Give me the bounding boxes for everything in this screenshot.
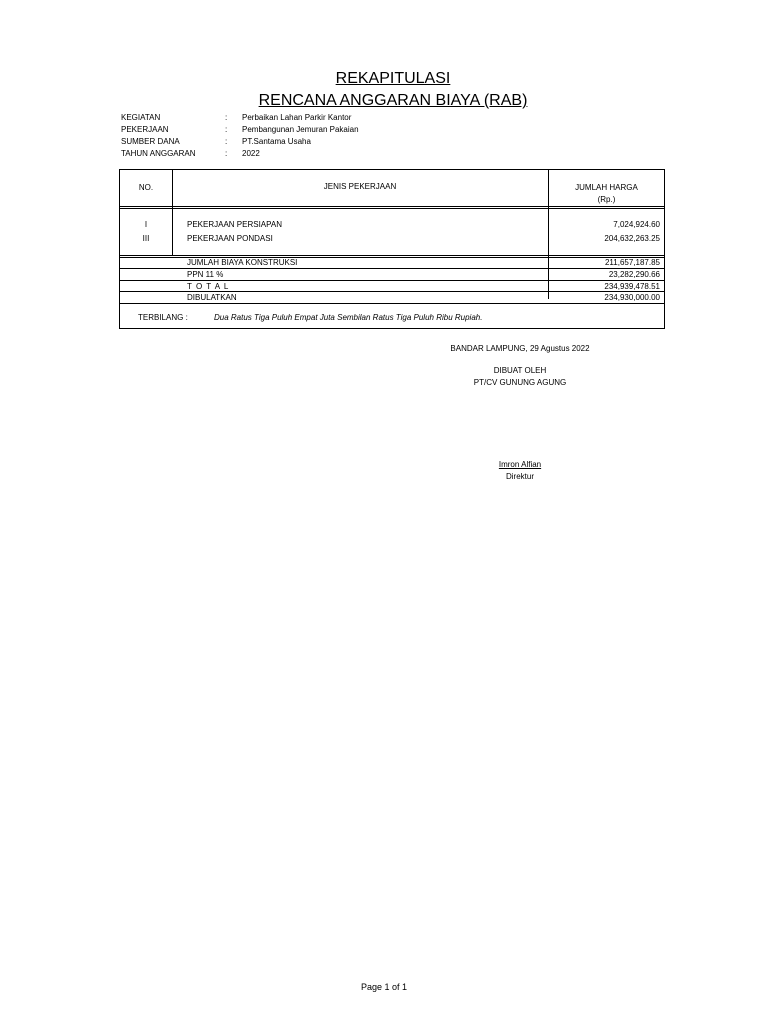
row-divider xyxy=(120,303,664,304)
total-label: DIBULATKAN xyxy=(187,293,237,302)
row-harga: 204,632,263.25 xyxy=(604,234,660,243)
info-colon: : xyxy=(225,113,228,122)
total-value: 211,657,187.85 xyxy=(604,258,660,267)
place-date: BANDAR LAMPUNG, 29 Agustus 2022 xyxy=(450,344,590,353)
header-unit: (Rp.) xyxy=(597,195,616,204)
row-jenis: PEKERJAAN PERSIAPAN xyxy=(187,220,282,229)
total-value: 23,282,290.66 xyxy=(608,270,660,279)
document-title: REKAPITULASI xyxy=(335,70,451,87)
made-by-label: DIBUAT OLEH xyxy=(493,366,547,375)
info-label: TAHUN ANGGARAN xyxy=(121,149,196,158)
terbilang-value: Dua Ratus Tiga Puluh Empat Juta Sembilan Ratus Tiga Puluh Ribu Rupiah. xyxy=(214,313,483,322)
info-value: 2022 xyxy=(242,149,260,158)
info-value: Pembangunan Jemuran Pakaian xyxy=(242,125,359,134)
company-name: PT/CV GUNUNG AGUNG xyxy=(473,378,567,387)
row-divider xyxy=(120,280,664,281)
header-jumlah-harga: JUMLAH HARGA xyxy=(575,183,638,192)
info-colon: : xyxy=(225,137,228,146)
terbilang-label: TERBILANG : xyxy=(138,313,188,322)
total-value: 234,939,478.51 xyxy=(604,282,660,291)
header-divider xyxy=(120,208,664,209)
row-jenis: PEKERJAAN PONDASI xyxy=(187,234,273,243)
info-value: PT.Santama Usaha xyxy=(242,137,311,146)
total-label: JUMLAH BIAYA KONSTRUKSI xyxy=(187,258,298,267)
row-divider xyxy=(120,291,664,292)
info-label: SUMBER DANA xyxy=(121,137,180,146)
total-label: T O T A L xyxy=(187,282,230,291)
header-divider xyxy=(120,206,664,207)
signer-name: Imron Alfian xyxy=(498,460,542,469)
row-no: I xyxy=(144,220,148,229)
header-no: NO. xyxy=(138,183,154,192)
row-divider xyxy=(120,268,664,269)
info-label: KEGIATAN xyxy=(121,113,161,122)
total-label: PPN 11 % xyxy=(187,270,224,279)
info-colon: : xyxy=(225,149,228,158)
info-colon: : xyxy=(225,125,228,134)
rab-table xyxy=(119,169,665,329)
document-subtitle: RENCANA ANGGARAN BIAYA (RAB) xyxy=(258,92,528,109)
signer-position: Direktur xyxy=(505,472,534,481)
row-no: III xyxy=(142,234,150,243)
page-number: Page 1 of 1 xyxy=(360,982,408,992)
info-value: Perbaikan Lahan Parkir Kantor xyxy=(242,113,352,122)
info-label: PEKERJAAN xyxy=(121,125,169,134)
row-harga: 7,024,924.60 xyxy=(613,220,660,229)
header-jenis-pekerjaan: JENIS PEKERJAAN xyxy=(323,182,397,191)
total-value: 234,930,000.00 xyxy=(604,293,660,302)
section-divider xyxy=(120,255,664,256)
